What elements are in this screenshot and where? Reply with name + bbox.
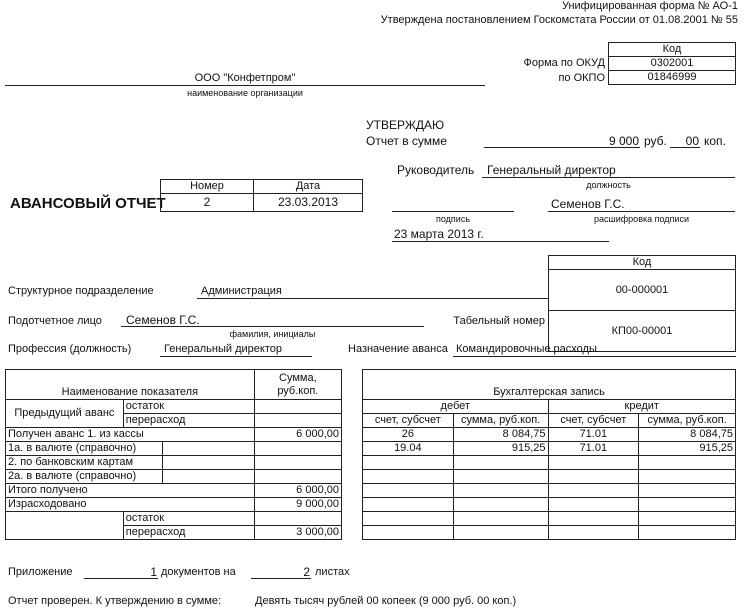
approval-sum-rub: 9 000: [608, 134, 639, 148]
document-date: 23.03.2013: [254, 194, 363, 212]
head-position: Генеральный директор: [487, 163, 616, 177]
profession-label: Профессия (должность): [8, 343, 132, 355]
credit-sum: [639, 512, 736, 526]
credit-sum: [639, 456, 736, 470]
credit-account: [548, 498, 639, 512]
attachment-sheets: 2: [303, 565, 310, 579]
checked-value: Девять тысяч рублей 00 копеек (9 000 руб. 00 коп.): [255, 595, 517, 607]
okpo-value: 01846999: [609, 71, 736, 85]
table-row: [363, 526, 736, 540]
empty-cell: [163, 456, 254, 470]
debit-account: [363, 526, 454, 540]
okud-label: Форма по ОКУД: [523, 57, 605, 69]
credit-sum: 8 084,75: [639, 428, 736, 442]
table-row: [6, 442, 342, 456]
accounting-title: Бухгалтерская запись: [363, 370, 736, 400]
debit-account: [363, 498, 454, 512]
row-label: 2. по банковским картам: [6, 456, 163, 470]
debit-sum: [453, 526, 548, 540]
table-row: [363, 442, 736, 456]
table-row: [363, 512, 736, 526]
profession-line: [160, 356, 312, 357]
credit-account-header: счет, субсчет: [548, 414, 639, 428]
rub-label: руб.: [644, 134, 667, 148]
col-sum-header-line1: Сумма,: [279, 371, 317, 384]
debit-sum: 915,25: [453, 442, 548, 456]
row-value: [254, 442, 341, 456]
debit-sum: [453, 498, 548, 512]
credit-account: [548, 484, 639, 498]
table-row: [6, 484, 342, 498]
position-caption: должность: [586, 180, 631, 190]
row-value: 6 000,00: [254, 484, 341, 498]
organization-name: ООО "Конфетпром": [194, 72, 296, 84]
credit-sum: [639, 498, 736, 512]
approval-date: 23 марта 2013 г.: [394, 227, 484, 241]
table-row: [6, 400, 342, 414]
row-label: остаток: [123, 512, 254, 526]
row-label: остаток: [123, 400, 254, 414]
col-name-header: Наименование показателя: [6, 370, 255, 400]
head-position-line: [482, 177, 735, 178]
row-value: [254, 456, 341, 470]
signature-name-line: [548, 211, 735, 212]
debit-sum: [453, 512, 548, 526]
person-caption: фамилия, инициалы: [229, 329, 316, 339]
department-value: Администрация: [201, 285, 282, 297]
indent-cell: [6, 512, 124, 540]
row-label: 2а. в валюте (справочно): [6, 470, 163, 484]
accounting-entry-table: [362, 369, 736, 540]
credit-sum-header: сумма, руб.коп.: [639, 414, 736, 428]
table-row: [363, 456, 736, 470]
credit-sum: 915,25: [639, 442, 736, 456]
debit-account: 19.04: [363, 442, 454, 456]
col-sum-header-line2: руб.коп.: [277, 384, 319, 397]
department-label: Структурное подразделение: [8, 285, 154, 297]
approval-title: УТВЕРЖДАЮ: [366, 118, 445, 132]
okpo-label: по ОКПО: [558, 72, 605, 84]
purpose-line: [453, 356, 736, 357]
document-number: 2: [161, 194, 254, 212]
advance-summary-table: [5, 369, 342, 540]
row-value: [254, 512, 341, 526]
credit-sum: [639, 484, 736, 498]
details-code-header: Код: [549, 256, 736, 270]
row-value: 9 000,00: [254, 498, 341, 512]
head-label: Руководитель: [397, 163, 475, 177]
table-row: [6, 456, 342, 470]
row-label: перерасход: [123, 414, 254, 428]
okud-value: 0302001: [609, 57, 736, 71]
approved-by: Утверждена постановлением Госкомстата России от 01.08.2001 № 55: [380, 14, 738, 26]
details-code-table: [548, 255, 736, 352]
signature-caption: подпись: [435, 214, 471, 224]
row-label: Израсходовано: [6, 498, 255, 512]
row-value: 6 000,00: [254, 428, 341, 442]
sheets-label: листах: [315, 566, 350, 578]
row-label: Получен аванс 1. из кассы: [6, 428, 255, 442]
person-label: Подотчетное лицо: [8, 315, 102, 327]
table-row: [363, 428, 736, 442]
approval-date-line: [392, 241, 609, 242]
debit-sum: [453, 470, 548, 484]
row-label: 1а. в валюте (справочно): [6, 442, 163, 456]
debit-account: 26: [363, 428, 454, 442]
empty-cell: [163, 442, 254, 456]
credit-account: [548, 512, 639, 526]
credit-account: 71.01: [548, 442, 639, 456]
table-row: [363, 498, 736, 512]
person-line: [121, 326, 424, 327]
profession-value: Генеральный директор: [164, 343, 282, 355]
debit-account: [363, 484, 454, 498]
row-value: [254, 414, 341, 428]
credit-account: 71.01: [548, 428, 639, 442]
department-line: [197, 298, 549, 299]
table-row: [363, 484, 736, 498]
kop-label: коп.: [704, 134, 726, 148]
row-value: 3 000,00: [254, 526, 341, 540]
approval-sum-label: Отчет в сумме: [366, 134, 447, 148]
organization-caption: наименование организации: [187, 88, 303, 98]
credit-account: [548, 456, 639, 470]
document-number-table: [160, 179, 363, 212]
person-value: Семенов Г.С.: [126, 313, 200, 327]
table-row: [6, 470, 342, 484]
table-row: [6, 498, 342, 512]
signature-name-caption: расшифровка подписи: [594, 214, 689, 224]
debit-header: дебет: [363, 400, 549, 414]
table-row: [6, 428, 342, 442]
credit-sum: [639, 470, 736, 484]
row-label: перерасход: [123, 526, 254, 540]
signature-line[interactable]: [392, 211, 514, 212]
prev-advance-label: Предыдущий аванс: [6, 400, 124, 428]
signature-name: Семенов Г.С.: [551, 197, 625, 211]
checked-label: Отчет проверен. К утверждению в сумме:: [8, 595, 222, 607]
organization-line: [5, 85, 485, 86]
tab-number-value: КП00-00001: [549, 311, 736, 352]
codes-table: [608, 42, 736, 85]
credit-account: [548, 470, 639, 484]
form-name: Унифицированная форма № АО-1: [561, 0, 738, 12]
purpose-value: Командировочные расходы: [456, 343, 597, 355]
number-header: Номер: [161, 180, 254, 194]
attachment-docs: 1: [150, 565, 157, 579]
row-label: Итого получено: [6, 484, 255, 498]
debit-account: [363, 456, 454, 470]
debit-sum: 8 084,75: [453, 428, 548, 442]
debit-account: [363, 470, 454, 484]
attachment-label: Приложение: [8, 566, 73, 578]
row-value: [254, 470, 341, 484]
credit-account: [548, 526, 639, 540]
debit-sum-header: сумма, руб.коп.: [453, 414, 548, 428]
debit-account-header: счет, субсчет: [363, 414, 454, 428]
tab-number-label: Табельный номер: [453, 315, 545, 327]
purpose-label: Назначение аванса: [348, 343, 448, 355]
col-sum-header: [254, 370, 341, 400]
row-value: [254, 400, 341, 414]
credit-sum: [639, 526, 736, 540]
approval-sum-kop: 00: [685, 134, 699, 148]
table-row: [363, 470, 736, 484]
debit-sum: [453, 484, 548, 498]
docs-label: документов на: [161, 566, 236, 578]
table-row: [6, 512, 342, 526]
debit-sum: [453, 456, 548, 470]
empty-cell: [163, 470, 254, 484]
document-title: АВАНСОВЫЙ ОТЧЕТ: [10, 195, 166, 212]
date-header: Дата: [254, 180, 363, 194]
credit-header: кредит: [548, 400, 736, 414]
debit-account: [363, 512, 454, 526]
department-code: 00-000001: [549, 270, 736, 311]
codes-header: Код: [609, 43, 736, 57]
